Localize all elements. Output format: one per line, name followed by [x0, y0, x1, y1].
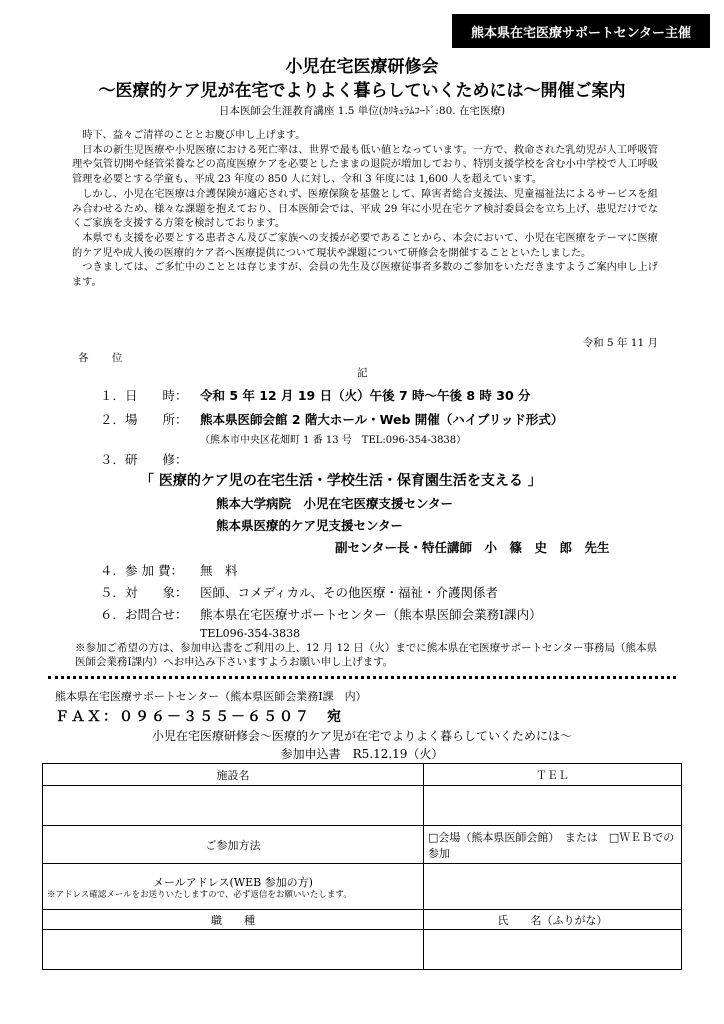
item-label: ４．参 加 費：: [100, 563, 183, 578]
form-title: 小児在宅医療研修会～医療的ケア児が在宅でよりよく暮らしていくためには～: [151, 729, 572, 743]
table-row: [43, 930, 682, 970]
paragraph: 日本の新生児医療や小児医療における死亡率は、世界で最も低い値となっています。一方で、救命された乳幼児が人工呼吸管理や気管切開や経管栄養などの高度医療ケアを必要としたままの退院が増加しており、特別支援学校を含む小中学校で人工呼吸管理を必要とする学童も、平成 23 年度の 850 人に対し、令和 3 年度には 1,600 人を超えています。: [72, 144, 658, 186]
name-label: 氏 名（ふりがな）: [424, 910, 682, 930]
paragraph: 本県でも支援を必要とする患者さん及びご家族への支援が必要であることから、本会において、小児在宅医療をテーマに医療的ケア児や成人後の医療的ケア者へ医療提供について現状や課題について研修会を開催することといたしました。: [72, 232, 658, 259]
paragraph: つきましては、ご多忙中のこととは存じますが、会員の先生及び医療従事者多数のご参加をいただきますようご案内申し上げます。: [72, 262, 658, 289]
name-field[interactable]: [424, 930, 682, 970]
addressee: 各 位: [78, 352, 133, 364]
credit-info: 日本医師会生涯教育講座 1.5 単位(ｶﾘｷｭﾗﾑｺｰﾄﾞ:80. 在宅医療): [218, 105, 506, 117]
table-row: [43, 786, 682, 826]
item-label: １．日 時：: [100, 388, 188, 403]
fax-recipient: 熊本県在宅医療サポートセンター（熊本県医師会業務Ⅰ課 内）: [55, 690, 367, 703]
facility-field[interactable]: [43, 786, 424, 826]
facility-label: 施設名: [43, 764, 424, 786]
item-label: ３．研 修：: [100, 452, 188, 467]
application-note: ※参加ご希望の方は、参加申込書をご利用の上、12 月 12 日（火）までに熊本県在宅医療サポートセンター事務局（熊本県医師会業務Ⅰ課内）へお申込み下さいますようお願い申し上げます。: [75, 642, 657, 668]
paragraph: しかし、小児在宅医療は介護保険が適応されず、医療保険を基盤として、障害者総合支援法、児童福祉法によるサービスを組み合わせるため、様々な課題を抱えており、日本医師会では、平成 29 年に小児在宅ケア検討委員会を立ち上げ、患児だけでなくご家族を支援する方策を検討しております。: [72, 188, 658, 230]
item-venue: [100, 410, 563, 428]
application-form: [42, 763, 682, 970]
item-target: [100, 583, 498, 601]
email-note: ※アドレス確認メールをお送りいたしますので、必ず返信をお願いいたします。: [47, 889, 352, 900]
cut-line: [48, 676, 676, 679]
item-value: 無 料: [200, 563, 238, 578]
item-label: ２．場 所：: [100, 412, 188, 427]
page-subtitle: ～医療的ケア児が在宅でよりよく暮らしていくためには～開催ご案内: [98, 81, 626, 101]
email-label: メールアドレス(WEB 参加の方): [153, 875, 313, 889]
paragraph: 時下、益々ご清祥のこととお慶び申し上げます。: [82, 130, 306, 141]
email-label-cell: [43, 864, 424, 910]
item-value: 熊本県在宅医療サポートセンター（熊本県医師会業務Ⅰ課内）: [200, 607, 542, 622]
table-row: [43, 826, 682, 864]
job-field[interactable]: [43, 930, 424, 970]
item-datetime: [100, 386, 531, 404]
form-subtitle: 参加申込書 R5.12.19（火）: [280, 747, 444, 761]
training-theme: 「 医療的ケア児の在宅生活・学校生活・保育園生活を支える 」: [140, 473, 542, 489]
job-label: 職 種: [43, 910, 424, 930]
table-row: [43, 764, 682, 786]
table-row: [43, 910, 682, 930]
tel-field[interactable]: [424, 786, 682, 826]
method-options[interactable]: □会場（熊本県医師会館） または □ＷＥＢでの参加: [424, 826, 682, 864]
item-value: 医師、コメディカル、その他医療・福祉・介護関係者: [200, 585, 499, 600]
letter-date: 令和 5 年 11 月: [582, 337, 658, 349]
item-label: ６．お問合せ：: [100, 607, 188, 622]
tel-label: ＴＥＬ: [424, 764, 682, 786]
speaker-name: 副センター長・特任講師 小 篠 史 郎 先生: [335, 540, 610, 555]
ki-mark: 記: [357, 367, 368, 379]
method-label: ご参加方法: [43, 826, 424, 864]
speaker-org-2: 熊本県医療的ケア児支援センター: [216, 518, 404, 533]
page-title: 小児在宅医療研修会: [285, 57, 439, 77]
item-fee: [100, 561, 238, 579]
table-row: [43, 864, 682, 910]
contact-tel: TEL096-354-3838: [200, 627, 301, 640]
fax-number: ＦＡＸ：０９６－３５５－６５０７ 宛: [55, 709, 343, 725]
item-training: [100, 450, 200, 468]
item-value: 令和 5 年 12 月 19 日（火）午後 7 時～午後 8 時 30 分: [200, 388, 531, 403]
email-field[interactable]: [424, 864, 682, 910]
letter-body: [72, 129, 658, 291]
speaker-org-1: 熊本大学病院 小児在宅医療支援センター: [216, 496, 454, 511]
item-label: ５．対 象：: [100, 585, 188, 600]
organizer-badge: 熊本県在宅医療サポートセンター主催: [452, 14, 710, 48]
venue-address: （熊本市中央区花畑町 1 番 13 号 TEL:096-354-3838）: [200, 435, 467, 446]
item-contact: [100, 605, 542, 623]
item-value: 熊本県医師会館 2 階大ホール・Web 開催（ハイブリッド形式）: [200, 412, 564, 427]
